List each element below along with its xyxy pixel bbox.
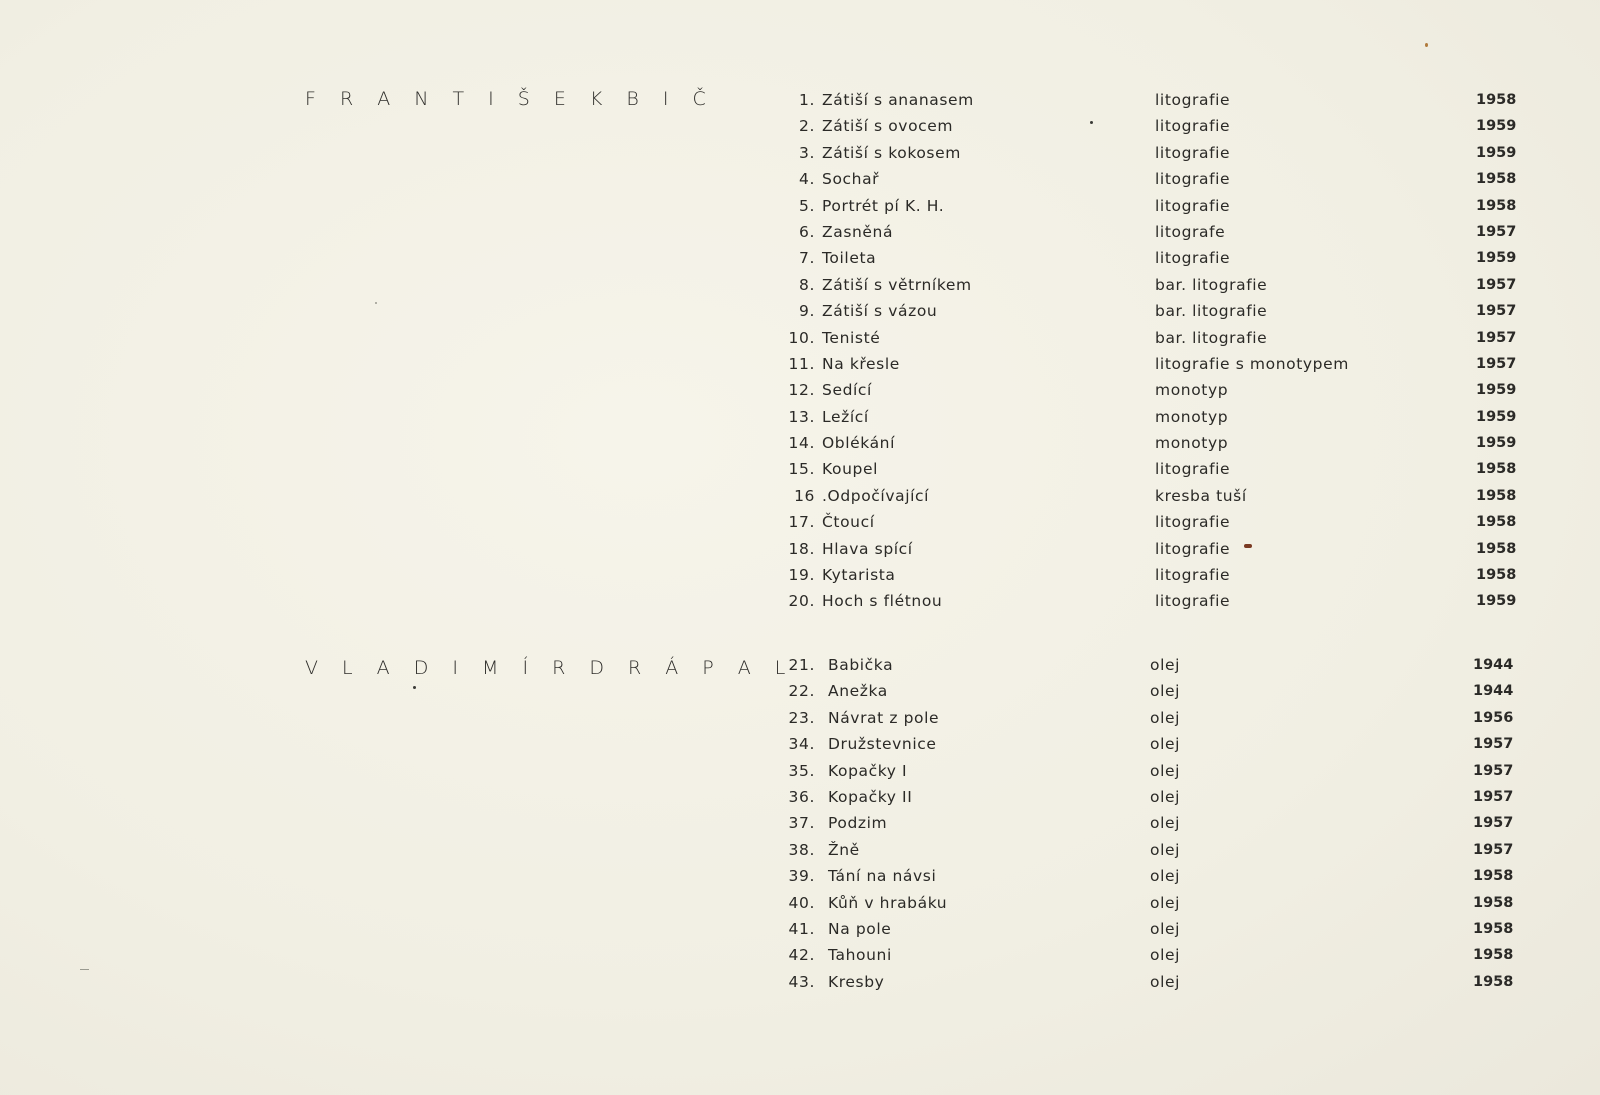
item-title: Kytarista [822,566,896,585]
item-technique: bar. litografie [1155,328,1268,347]
item-number: 12. [788,381,815,400]
item-number: 6. [799,222,815,241]
item-technique: olej [1150,682,1181,701]
item-number: 42. [788,946,815,965]
list-item [780,969,1515,995]
item-technique: olej [1150,972,1181,991]
item-title: Babička [828,656,894,674]
item-year: 1959 [1476,593,1517,610]
item-number: 35. [788,761,815,780]
item-technique: litografie [1155,143,1231,162]
item-number: 20. [788,592,815,611]
item-year: 1958 [1476,487,1517,504]
list-item [780,758,1515,784]
item-title: Podzim [828,814,888,833]
item-year: 1957 [1473,815,1514,832]
list-item [780,456,1515,482]
item-number: 15. [788,460,815,479]
item-year: 1944 [1473,683,1514,700]
list-item [780,483,1515,509]
item-year: 1957 [1473,841,1514,858]
list-item [780,430,1515,456]
item-title: Zátiší s vázou [822,302,938,321]
paper-speck [1244,544,1252,548]
artwork-list [780,652,1515,995]
list-item [780,588,1515,614]
item-title: Zátiší s ovocem [822,117,954,136]
item-technique: litografie [1155,91,1231,109]
list-item [780,837,1515,863]
item-year: 1957 [1476,223,1517,240]
item-title: Sedící [822,381,872,400]
artist-name-heading: F R A N T I Š E K B I Č [305,88,715,110]
list-item [780,219,1515,245]
item-number: 9. [799,302,815,321]
list-item [780,652,1515,678]
item-technique: olej [1150,919,1181,938]
list-item [780,272,1515,298]
item-title: Kopačky II [828,787,913,806]
list-item [780,942,1515,968]
item-number: 36. [788,787,815,806]
paper-speck [375,302,377,304]
item-year: 1959 [1476,118,1517,135]
item-title: Tenisté [822,328,881,347]
item-number: 22. [788,682,815,701]
item-technique: litografie [1155,539,1231,558]
item-title: Kresby [828,972,885,991]
item-number: 23. [788,708,815,727]
item-technique: kresba tuší [1155,486,1247,505]
item-number: 3. [799,143,815,162]
item-technique: litografie [1155,460,1231,479]
list-item [780,731,1515,757]
item-title: Čtoucí [822,513,875,532]
item-technique: litografie [1155,249,1231,268]
list-item [780,509,1515,535]
item-title: Kůň v hrabáku [828,893,948,912]
item-technique: litografie [1155,513,1231,532]
item-number: 8. [799,275,815,294]
item-technique: olej [1150,708,1181,727]
item-year: 1957 [1473,788,1514,805]
list-item [780,678,1515,704]
paper-speck [1425,43,1428,47]
item-number: 21. [788,656,815,674]
item-technique: monotyp [1155,381,1229,400]
item-technique: litografie [1155,592,1231,611]
item-number: 19. [788,566,815,585]
list-item [780,536,1515,562]
list-item [780,377,1515,403]
item-title: Návrat z pole [828,708,940,727]
list-item [780,325,1515,351]
item-number: 7. [799,249,815,268]
item-number: 1. [799,91,815,109]
item-number: 17. [788,513,815,532]
list-item [780,404,1515,430]
item-technique: olej [1150,787,1181,806]
item-technique: litografie [1155,196,1231,215]
item-title: Zasněná [822,222,894,241]
item-title: Sochař [822,170,880,189]
item-technique: litografe [1155,222,1226,241]
item-year: 1959 [1476,144,1517,161]
item-number: 43. [788,972,815,991]
item-title: Anežka [828,682,888,701]
item-number: 38. [788,840,815,859]
item-year: 1944 [1473,657,1514,673]
item-title: Zátiší s větrníkem [822,275,972,294]
item-number: 10. [788,328,815,347]
item-year: 1958 [1473,947,1514,964]
item-technique: litografie s monotypem [1155,354,1349,373]
item-title: Na pole [828,919,892,938]
item-technique: bar. litografie [1155,302,1268,321]
item-title: Družstevnice [828,735,937,754]
item-year: 1959 [1476,435,1517,452]
item-technique: monotyp [1155,407,1229,426]
item-technique: olej [1150,656,1181,674]
item-technique: monotyp [1155,434,1229,453]
list-item [780,298,1515,324]
item-title: Toileta [822,249,877,268]
item-year: 1957 [1476,329,1517,346]
item-year: 1957 [1476,303,1517,320]
item-technique: olej [1150,735,1181,754]
item-year: 1958 [1476,171,1517,188]
item-technique: litografie [1155,170,1231,189]
item-technique: olej [1150,867,1181,886]
list-item [780,784,1515,810]
list-item [780,890,1515,916]
item-number: 18. [788,539,815,558]
item-year: 1957 [1473,736,1514,753]
list-item [780,87,1515,113]
item-year: 1958 [1473,868,1514,885]
item-year: 1959 [1476,250,1517,267]
paper-speck [1090,121,1093,124]
list-item [780,810,1515,836]
item-title: Hoch s flétnou [822,592,943,611]
item-year: 1958 [1476,461,1517,478]
list-item [780,916,1515,942]
item-title: Oblékání [822,434,896,453]
item-year: 1958 [1476,92,1517,108]
list-item [780,193,1515,219]
item-technique: olej [1150,946,1181,965]
artist-name-heading: V L A D I M Í R D R Á P A L [305,657,795,679]
item-year: 1958 [1473,920,1514,937]
list-item [780,140,1515,166]
list-item [780,562,1515,588]
item-title: Portrét pí K. H. [822,196,945,215]
list-item [780,351,1515,377]
list-item [780,705,1515,731]
item-title: Koupel [822,460,878,479]
item-title: .Odpočívající [822,486,930,505]
item-number: 11. [788,354,815,373]
artwork-list [780,87,1515,615]
item-year: 1956 [1473,709,1514,726]
item-number: 14. [788,434,815,453]
item-number: 16 [794,486,815,505]
item-technique: olej [1150,761,1181,780]
paper-speck [80,969,89,970]
item-year: 1957 [1476,276,1517,293]
item-year: 1958 [1476,567,1517,584]
item-title: Ležící [822,407,869,426]
item-year: 1958 [1476,540,1517,557]
list-item [780,113,1515,139]
item-year: 1957 [1473,762,1514,779]
list-item [780,245,1515,271]
item-number: 13. [788,407,815,426]
item-year: 1959 [1476,382,1517,399]
item-number: 37. [788,814,815,833]
list-item [780,863,1515,889]
item-title: Hlava spící [822,539,913,558]
item-year: 1958 [1476,514,1517,531]
item-year: 1959 [1476,408,1517,425]
item-title: Zátiší s ananasem [822,91,974,109]
item-technique: olej [1150,840,1181,859]
item-title: Tání na návsi [828,867,937,886]
item-technique: olej [1150,893,1181,912]
item-title: Kopačky I [828,761,908,780]
item-technique: litografie [1155,566,1231,585]
list-item [780,166,1515,192]
item-number: 39. [788,867,815,886]
item-number: 34. [788,735,815,754]
item-number: 41. [788,919,815,938]
item-year: 1957 [1476,355,1517,372]
item-technique: litografie [1155,117,1231,136]
item-technique: bar. litografie [1155,275,1268,294]
paper-speck [413,686,416,689]
item-title: Na křesle [822,354,900,373]
item-technique: olej [1150,814,1181,833]
item-number: 2. [799,117,815,136]
item-number: 40. [788,893,815,912]
item-title: Žně [828,840,860,859]
item-year: 1958 [1473,973,1514,990]
item-number: 4. [799,170,815,189]
item-title: Tahouni [828,946,892,965]
item-title: Zátiší s kokosem [822,143,961,162]
item-number: 5. [799,196,815,215]
item-year: 1958 [1473,894,1514,911]
item-year: 1958 [1476,197,1517,214]
